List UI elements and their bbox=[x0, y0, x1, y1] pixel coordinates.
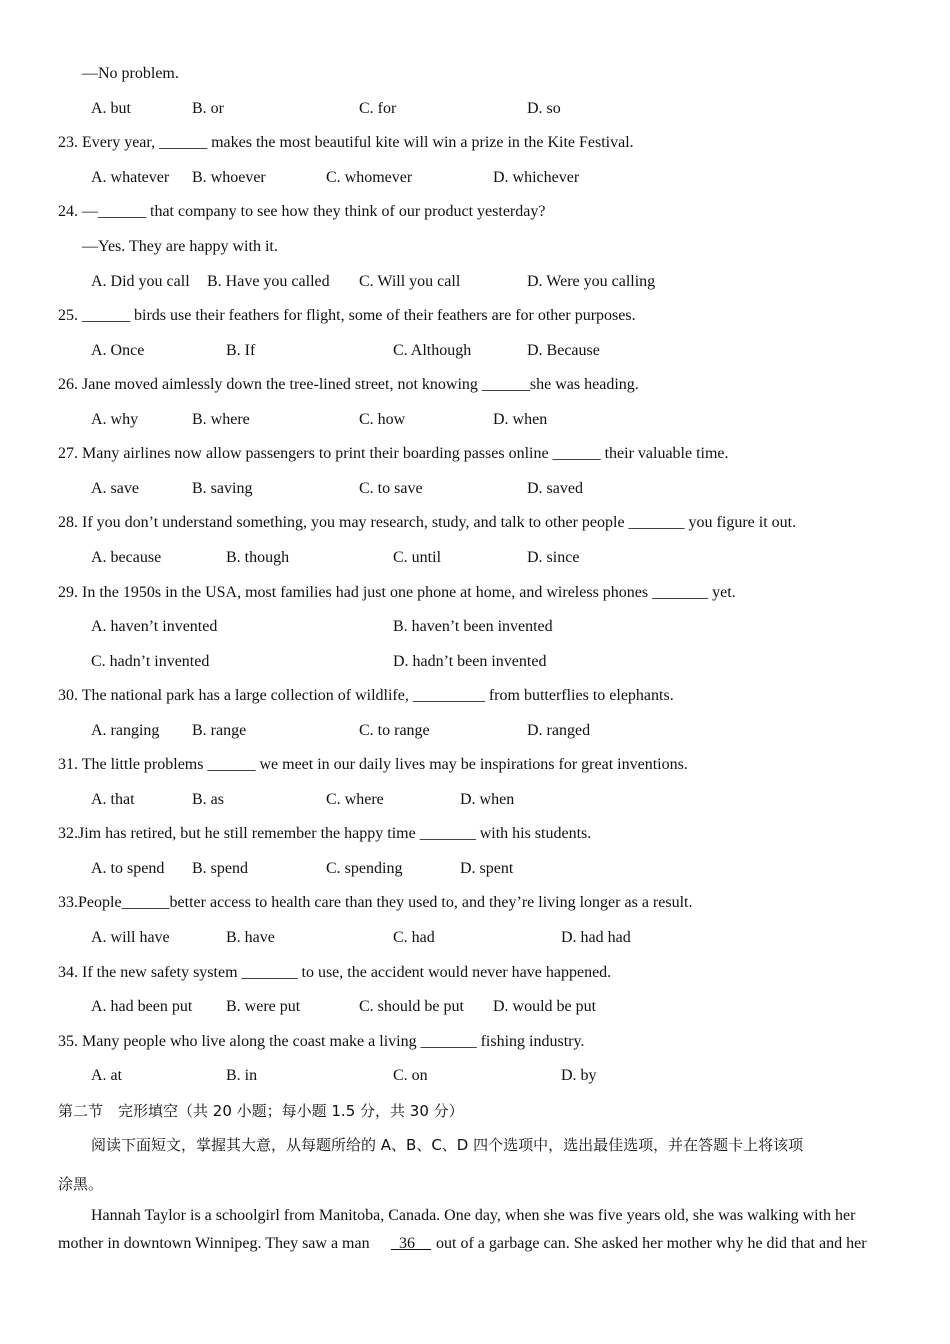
q22-options bbox=[0, 98, 950, 120]
option-a: A. ranging bbox=[91, 722, 160, 739]
option-a: A. Once bbox=[91, 342, 145, 359]
option-c: C. to save bbox=[359, 480, 423, 497]
question-29: 29. In the 1950s in the USA, most families had just one phone at home, and wireless phones _______ yet. bbox=[58, 584, 736, 601]
q34-options bbox=[0, 996, 950, 1018]
option-b: B. whoever bbox=[192, 169, 266, 186]
question-24: 24. —______ that company to see how they think of our product yesterday? bbox=[58, 203, 546, 220]
option-b: B. were put bbox=[226, 998, 301, 1015]
option-b: B. range bbox=[192, 722, 247, 739]
option-d: D. ranged bbox=[527, 722, 591, 739]
q29-options-row2 bbox=[0, 651, 950, 673]
option-a: A. Did you call bbox=[91, 273, 190, 290]
option-d: D. Because bbox=[527, 342, 600, 359]
option-b: B. Have you called bbox=[207, 273, 330, 290]
option-a: A. at bbox=[91, 1067, 123, 1084]
instructions-line-2: 涂黑。 bbox=[58, 1175, 104, 1193]
option-d: D. whichever bbox=[493, 169, 580, 186]
option-b: B. or bbox=[192, 100, 224, 117]
option-b: B. saving bbox=[192, 480, 253, 497]
q24-options bbox=[0, 271, 950, 293]
option-c: C. should be put bbox=[359, 998, 464, 1015]
option-d: D. so bbox=[527, 100, 561, 117]
option-d: D. would be put bbox=[493, 998, 597, 1015]
question-35: 35. Many people who live along the coast make a living _______ fishing industry. bbox=[58, 1033, 585, 1050]
passage-line-1: Hannah Taylor is a schoolgirl from Manitoba, Canada. One day, when she was five years old, she was walking with her bbox=[91, 1207, 856, 1224]
question-27: 27. Many airlines now allow passengers to print their boarding passes online ______ their valuable time. bbox=[58, 445, 729, 462]
question-28: 28. If you don’t understand something, you may research, study, and talk to other people _______ you figure it out. bbox=[58, 514, 797, 531]
option-a: A. will have bbox=[91, 929, 170, 946]
q29-options-row1 bbox=[0, 616, 950, 638]
option-b: B. where bbox=[192, 411, 250, 428]
question-25: 25. ______ birds use their feathers for flight, some of their feathers are for other purposes. bbox=[58, 307, 636, 324]
option-a: A. haven’t invented bbox=[91, 618, 218, 635]
q33-options bbox=[0, 927, 950, 949]
option-b: B. spend bbox=[192, 860, 248, 877]
option-d: D. when bbox=[493, 411, 548, 428]
q28-options bbox=[0, 547, 950, 569]
option-b: B. If bbox=[226, 342, 256, 359]
option-c: C. Although bbox=[393, 342, 472, 359]
dialogue-line: —No problem. bbox=[82, 65, 179, 82]
option-d: D. hadn’t been invented bbox=[393, 653, 547, 670]
option-b: B. haven’t been invented bbox=[393, 618, 553, 635]
question-33: 33.People______better access to health care than they used to, and they’re living longer as a result. bbox=[58, 894, 693, 911]
option-c: C. spending bbox=[326, 860, 403, 877]
question-23: 23. Every year, ______ makes the most beautiful kite will win a prize in the Kite Festival. bbox=[58, 134, 634, 151]
option-b: B. as bbox=[192, 791, 224, 808]
option-d: D. since bbox=[527, 549, 580, 566]
option-b: B. have bbox=[226, 929, 275, 946]
option-b: B. in bbox=[226, 1067, 258, 1084]
option-b: B. though bbox=[226, 549, 290, 566]
q25-options bbox=[0, 340, 950, 362]
q23-options bbox=[0, 167, 950, 189]
option-a: A. why bbox=[91, 411, 139, 428]
option-c: C. on bbox=[393, 1067, 428, 1084]
option-c: C. had bbox=[393, 929, 435, 946]
option-a: A. because bbox=[91, 549, 162, 566]
question-32: 32.Jim has retired, but he still remember the happy time _______ with his students. bbox=[58, 825, 592, 842]
option-c: C. Will you call bbox=[359, 273, 461, 290]
question-24-reply: —Yes. They are happy with it. bbox=[82, 238, 278, 255]
option-c: C. where bbox=[326, 791, 384, 808]
question-34: 34. If the new safety system _______ to use, the accident would never have happened. bbox=[58, 964, 612, 981]
option-c: C. to range bbox=[359, 722, 430, 739]
option-d: D. had had bbox=[561, 929, 631, 946]
question-30: 30. The national park has a large collection of wildlife, _________ from butterflies to elephants. bbox=[58, 687, 674, 704]
option-c: C. until bbox=[393, 549, 442, 566]
option-d: D. by bbox=[561, 1067, 597, 1084]
option-c: C. hadn’t invented bbox=[91, 653, 210, 670]
option-d: D. spent bbox=[460, 860, 514, 877]
question-31: 31. The little problems ______ we meet in our daily lives may be inspirations for great inventions. bbox=[58, 756, 688, 773]
q31-options bbox=[0, 789, 950, 811]
q27-options bbox=[0, 478, 950, 500]
blank-36: _36__ bbox=[391, 1235, 431, 1252]
option-c: C. how bbox=[359, 411, 406, 428]
option-d: D. saved bbox=[527, 480, 583, 497]
q32-options bbox=[0, 858, 950, 880]
instructions-line-1: 阅读下面短文，掌握其大意，从每题所给的 A、B、C、D 四个选项中，选出最佳选项，并在答题卡上将该项 bbox=[91, 1136, 804, 1154]
option-d: D. Were you calling bbox=[527, 273, 656, 290]
section-heading: 第二节 完形填空（共 20 小题；每小题 1.5 分，共 30 分） bbox=[58, 1102, 464, 1120]
passage-line-2: mother in downtown Winnipeg. They saw a man _36__ out of a garbage can. She asked her mother why he did that and her bbox=[0, 1233, 950, 1255]
q26-options bbox=[0, 409, 950, 431]
q30-options bbox=[0, 720, 950, 742]
option-d: D. when bbox=[460, 791, 515, 808]
option-a: A. to spend bbox=[91, 860, 165, 877]
option-a: A. had been put bbox=[91, 998, 193, 1015]
option-c: C. whomever bbox=[326, 169, 413, 186]
option-a: A. save bbox=[91, 480, 139, 497]
option-a: A. whatever bbox=[91, 169, 170, 186]
question-26: 26. Jane moved aimlessly down the tree-lined street, not knowing ______she was heading. bbox=[58, 376, 639, 393]
option-c: C. for bbox=[359, 100, 397, 117]
q35-options bbox=[0, 1065, 950, 1087]
option-a: A. but bbox=[91, 100, 131, 117]
option-a: A. that bbox=[91, 791, 135, 808]
